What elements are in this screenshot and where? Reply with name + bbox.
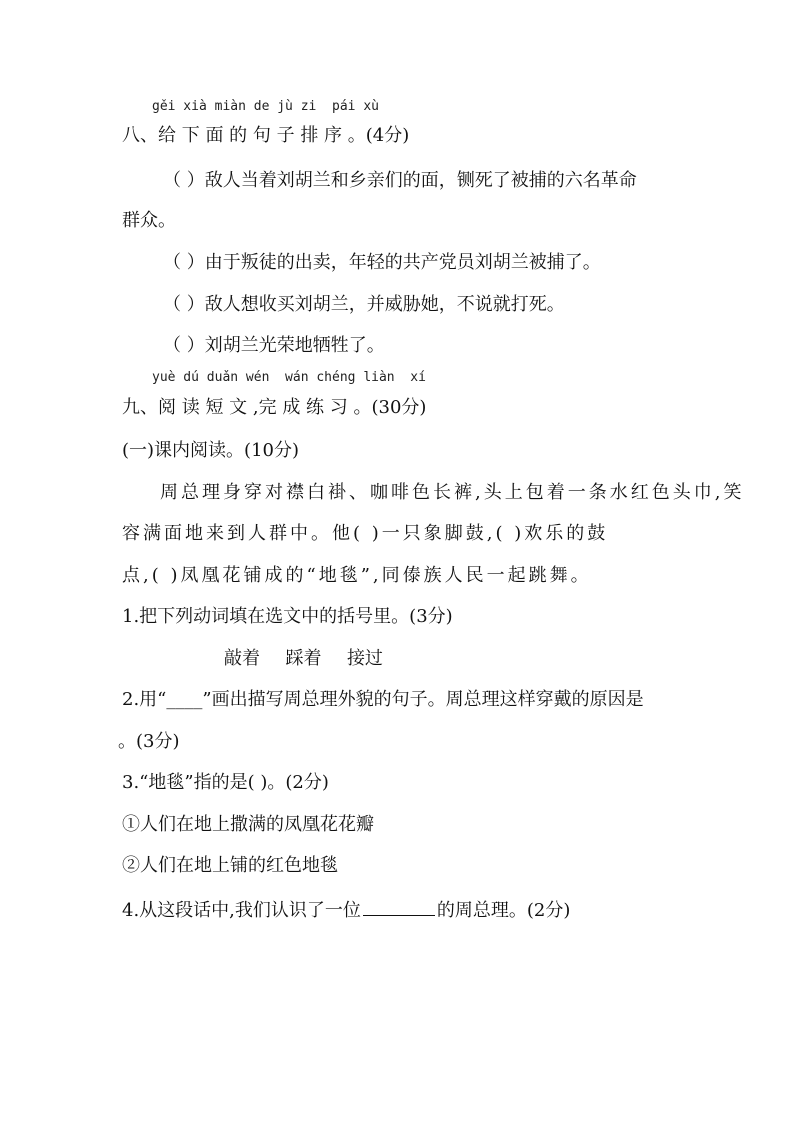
question-2-continuation: 。(3分) xyxy=(118,731,180,752)
order-item xyxy=(163,294,565,316)
sentence-text: 敌人当着刘胡兰和乡亲们的面，铡死了被捕的六名革命 xyxy=(204,170,637,191)
order-item xyxy=(163,170,637,192)
section9-title: 九、阅 读 短 文 ,完 成 练 习 。(30分) xyxy=(122,397,427,418)
question-2: 2.用“____”画出描写周总理外貌的句子。周总理这样穿戴的原因是 xyxy=(122,689,644,710)
section8-pinyin: gěi xià miàn de jù zi pái xù xyxy=(152,99,379,114)
word-option: 敲着 xyxy=(224,648,260,669)
passage-line: 周总理身穿对襟白褂、咖啡色长裤,头上包着一条水红色头巾,笑 xyxy=(160,482,745,503)
question-1: 1.把下列动词填在选文中的括号里。(3分) xyxy=(122,606,453,627)
question-4-text-end: 的周总理。(2分) xyxy=(436,900,571,921)
word-option: 踩着 xyxy=(285,648,322,669)
question-4-text: 4.从这段话中,我们认识了一位 xyxy=(122,900,361,921)
sentence-text: 敌人想收买刘胡兰，并威胁她，不说就打死。 xyxy=(204,294,565,315)
section8-title: 八、给 下 面 的 句 子 排 序 。(4分) xyxy=(122,125,410,146)
question-4 xyxy=(122,897,570,922)
sentence-continuation: 群众。 xyxy=(122,210,176,231)
sentence-text: 由于叛徒的出卖，年轻的共产党员刘胡兰被捕了。 xyxy=(204,252,601,273)
answer-bracket[interactable]: （ ） xyxy=(163,170,205,191)
order-item xyxy=(163,335,385,357)
answer-bracket[interactable]: （ ） xyxy=(163,294,205,315)
passage-line: 容满面地来到人群中。他( )一只象脚鼓,( )欢乐的鼓 xyxy=(122,523,609,544)
passage-line: 点,( )凤凰花铺成的“地毯”,同傣族人民一起跳舞。 xyxy=(122,565,592,586)
answer-bracket[interactable]: （ ） xyxy=(163,335,205,356)
word-bank xyxy=(224,648,383,670)
question-3-option-2[interactable]: ②人们在地上铺的红色地毯 xyxy=(122,855,338,876)
answer-bracket[interactable]: （ ） xyxy=(163,252,205,273)
answer-blank[interactable] xyxy=(363,897,435,916)
section9-subtitle: (一)课内阅读。(10分) xyxy=(122,440,299,461)
sentence-text: 刘胡兰光荣地牺牲了。 xyxy=(204,335,385,356)
section9-pinyin: yuè dú duǎn wén wán chéng liàn xí xyxy=(152,370,426,385)
order-item xyxy=(163,252,601,274)
question-3-option-1[interactable]: ①人们在地上撒满的凤凰花花瓣 xyxy=(122,814,374,835)
word-option: 接过 xyxy=(346,648,383,669)
question-3: 3.“地毯”指的是( )。(2分) xyxy=(122,772,329,793)
